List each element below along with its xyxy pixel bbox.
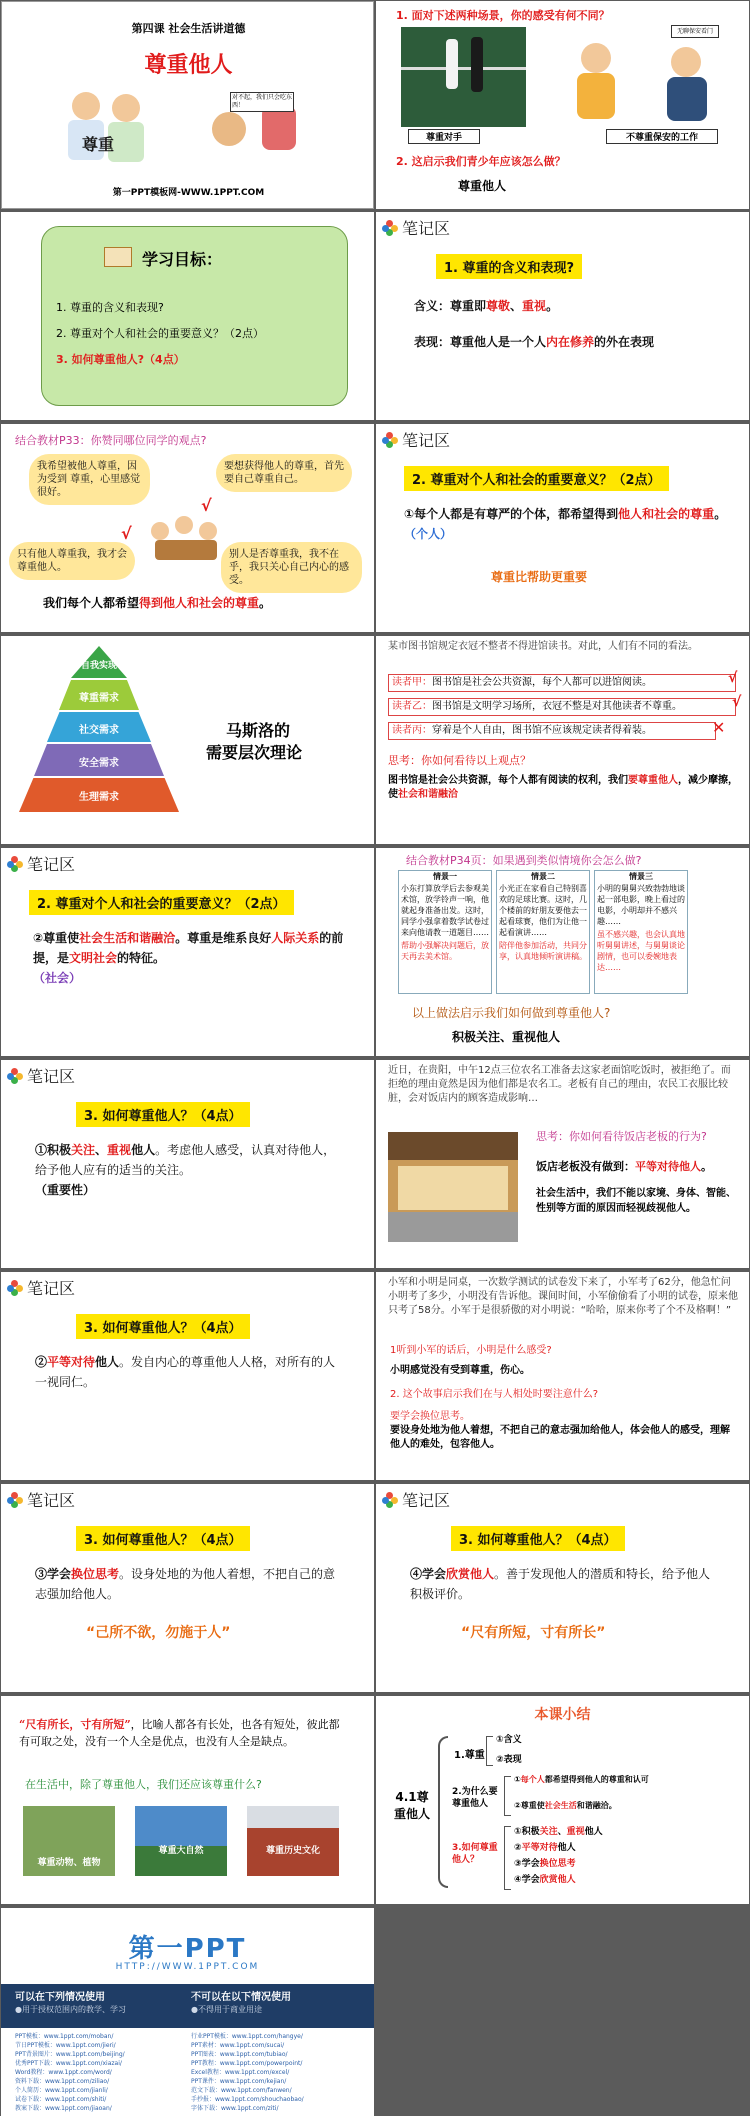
slide-notes-how-2 bbox=[1, 1272, 374, 1480]
footer-text: 第一PPT模板网-WWW.1PPT.COM bbox=[112, 188, 265, 198]
opinion-bubble-4: 别人是否尊重我，我不在乎，我只关心自己内心的感受。 bbox=[221, 542, 362, 593]
students-illustration bbox=[151, 512, 221, 562]
meaning-line: 含义：尊重即尊敬、重视。 bbox=[414, 299, 559, 313]
flower-icon bbox=[7, 1492, 23, 1508]
link[interactable]: 个人简历：www.1ppt.com/jianli/ bbox=[15, 2087, 108, 2094]
opinion-bubble-3: 只有他人尊重我，我才会尊重他人。 bbox=[9, 542, 135, 580]
restaurant-photo bbox=[388, 1132, 518, 1242]
restaurant-think: 思考：你如何看待饭店老板的行为? bbox=[536, 1130, 707, 1143]
brand-url: HTTP://WWW.1PPT.COM bbox=[115, 1962, 260, 1972]
slide-respect-more bbox=[1, 1696, 374, 1904]
flower-icon bbox=[382, 1492, 398, 1508]
security-cartoon bbox=[571, 25, 726, 125]
reader-a: 读者甲：图书馆是社会公共资源，每个人都可以进馆阅读。 bbox=[388, 674, 736, 692]
empathy-quote: “己所不欲，勿施于人” bbox=[86, 1625, 231, 1641]
image-label-2: 不尊重保安的工作 bbox=[606, 129, 718, 144]
appreciation-quote: “尺有所短，寸有所长” bbox=[461, 1625, 606, 1641]
link[interactable]: Excel教程：www.1ppt.com/excel/ bbox=[191, 2069, 290, 2076]
slide-copyright bbox=[1, 1908, 374, 2116]
notes-header: 笔记区 bbox=[7, 1488, 75, 1511]
badminton-photo bbox=[401, 27, 526, 127]
how-empathy: ③学会换位思考。设身处地的为他人着想，不把自己的意志强加给他人。 bbox=[35, 1567, 336, 1601]
photo-history: 尊重历史文化 bbox=[247, 1806, 339, 1876]
significance-social: ②尊重使社会生活和谐融洽。尊重是维系良好人际关系的前提，是文明社会的特征。 （社会） bbox=[33, 931, 344, 985]
slide-title bbox=[1, 1, 374, 209]
library-answer: 图书馆是社会公共资源，每个人都有阅读的权利，我们要尊重他人，减少摩擦，使社会和谐融洽 bbox=[388, 775, 738, 800]
brace-2 bbox=[504, 1776, 511, 1816]
help-slogan: 尊重比帮助更重要 bbox=[491, 570, 588, 584]
check-mark-1: √ bbox=[121, 524, 132, 543]
slide-notes-meaning bbox=[376, 212, 749, 420]
summary-branch-3: 3.如何尊重他人？ bbox=[452, 1843, 498, 1865]
book-icon bbox=[104, 247, 132, 267]
link[interactable]: 行业PPT模板：www.1ppt.com/hangye/ bbox=[191, 2033, 303, 2040]
check-mark: √ bbox=[728, 670, 738, 686]
proverb-text: “尺有所长，寸有所短”，比喻人都各有长处，也各有短处，彼此都有可取之处，没有一个人全是优点，也没有人全是缺点。 bbox=[19, 1718, 340, 1748]
restaurant-principle: 社会生活中，我们不能以家境、身体、智能、性别等方面的原因而轻视歧视他人。 bbox=[536, 1188, 736, 1214]
goal-1: 1. 尊重的含义和表现? bbox=[56, 301, 164, 314]
lesson-label: 第四课 社会生活讲道德 bbox=[131, 22, 246, 35]
notes-topic-box: 2. 尊重对个人和社会的重要意义？（2点） bbox=[29, 890, 294, 915]
link[interactable]: 字体下载：www.1ppt.com/ziti/ bbox=[191, 2105, 279, 2112]
opinion-answer: 我们每个人都希望得到他人和社会的尊重。 bbox=[43, 596, 272, 610]
notes-header: 笔记区 bbox=[382, 428, 450, 451]
library-think: 思考：你如何看待以上观点？ bbox=[388, 754, 531, 767]
level-safety: 安全需求 bbox=[79, 758, 119, 769]
scenario-question: 结合教材P34页：如果遇到类似情境你会怎么做? bbox=[406, 854, 642, 867]
brand-logo: 第一PPT bbox=[128, 1934, 247, 1964]
goal-2: 2. 尊重对个人和社会的重要意义？（2点） bbox=[56, 327, 264, 340]
respect-question: 在生活中，除了尊重他人，我们还应该尊重什么? bbox=[25, 1778, 262, 1791]
manifest-line: 表现：尊重他人是一个人内在修养的外在表现 bbox=[414, 335, 655, 349]
link[interactable]: 试卷下载：www.1ppt.com/shiti/ bbox=[15, 2096, 107, 2103]
cartoon-illustration bbox=[202, 92, 312, 162]
link[interactable]: PPT课件：www.1ppt.com/kejian/ bbox=[191, 2078, 287, 2085]
notes-header: 笔记区 bbox=[382, 216, 450, 239]
sign-text: 对不起，我们只会吃东西！ bbox=[230, 92, 294, 112]
question-1: 1. 面对下述两种场景，你的感受有何不同？ bbox=[396, 9, 610, 22]
brace-3 bbox=[504, 1826, 511, 1890]
opinion-bubble-1: 我希望被他人尊重，因为受到 尊重，心里感觉很好。 bbox=[29, 454, 150, 505]
summary-brace bbox=[438, 1736, 448, 1888]
exam-question-2: 2. 这个故事启示我们在与人相处时要注意什么? bbox=[390, 1389, 599, 1400]
children-illustration bbox=[62, 92, 157, 172]
slide-notes-significance-2 bbox=[1, 848, 374, 1056]
slide-library bbox=[376, 636, 749, 844]
notes-header: 笔记区 bbox=[7, 1276, 75, 1299]
link[interactable]: 资料下载：www.1ppt.com/ziliao/ bbox=[15, 2078, 110, 2085]
maslow-title-1: 马斯洛的 bbox=[226, 721, 291, 740]
scenario-ask: 以上做法启示我们如何做到尊重他人? bbox=[412, 1006, 611, 1020]
scenario-card-3: 情景三 小明的舅舅兴致勃勃地谈起一部电影，晚上看过的电影，小明却并不感兴趣…… 虽不感兴趣，也会认真地听舅舅讲述，与舅舅谈论剧情，也可以委婉地表达…… bbox=[594, 870, 688, 994]
slide-maslow bbox=[1, 636, 374, 844]
link[interactable]: Word教程：www.1ppt.com/word/ bbox=[15, 2069, 112, 2076]
slide-notes-how-4 bbox=[376, 1484, 749, 1692]
usage-banner: 可以在下列情况使用 ●用于授权范围内的教学、学习 不可以在以下情况使用 ●不得用于商业用途 bbox=[1, 1984, 374, 2028]
notes-topic-box: 3. 如何尊重他人？（4点） bbox=[76, 1102, 250, 1127]
link[interactable]: 节日PPT模板：www.1ppt.com/jieri/ bbox=[15, 2042, 116, 2049]
link[interactable]: PPT素材：www.1ppt.com/sucai/ bbox=[191, 2042, 285, 2049]
summary-branch-1: 1.尊重 bbox=[454, 1750, 485, 1761]
cartoon-sign: 无聊保安看门 bbox=[671, 25, 719, 38]
notes-topic-box: 1. 尊重的含义和表现? bbox=[436, 254, 582, 279]
opinion-question: 结合教材P33：你赞同哪位同学的观点? bbox=[15, 434, 207, 447]
maslow-pyramid bbox=[19, 646, 179, 838]
slide-summary: 本课小结 4.1尊重他人 1.尊重 ①含义 ②表现 2.为什么要尊重他人 ①每个人都希望得到他人的尊重和认可 ②尊重使社会生活和谐融洽。 3.如何尊重他人？ ①积极关注、重视他人 ②平等对待他人 ③学会换位思考 ④学会欣赏他人 bbox=[376, 1696, 749, 1904]
image-label-1: 尊重对手 bbox=[408, 129, 480, 144]
link[interactable]: 范文下载：www.1ppt.com/fanwen/ bbox=[191, 2087, 292, 2094]
slide-opinions bbox=[1, 424, 374, 632]
slide-notes-significance-1 bbox=[376, 424, 749, 632]
slide-scenarios bbox=[376, 848, 749, 1056]
level-esteem: 尊重需求 bbox=[79, 693, 119, 704]
goals-panel bbox=[41, 226, 348, 406]
exam-story: 小军和小明是同桌，一次数学测试的试卷发下来了，小军考了62分，他急忙问小明考了多少，小明没有告诉他。课间时间，小军偷偷看了小明的试卷，原来他只考了58分。小军于是很骄傲的对小明说：“哈哈，原来你考了个不及格啊！” bbox=[388, 1277, 738, 1316]
flower-icon bbox=[7, 856, 23, 872]
scenario-answer: 积极关注、重视他人 bbox=[452, 1030, 561, 1044]
page-title: 尊重他人 bbox=[144, 53, 233, 78]
notes-header: 笔记区 bbox=[7, 1064, 75, 1087]
links-col-1 bbox=[15, 2032, 185, 2113]
maslow-title-2: 需要层次理论 bbox=[206, 743, 303, 762]
library-intro: 某市图书馆规定衣冠不整者不得进馆读书。对此，人们有不同的看法。 bbox=[388, 641, 698, 652]
links-col-2 bbox=[191, 2032, 366, 2113]
flower-icon bbox=[382, 220, 398, 236]
exam-answer-2a: 要学会换位思考。 bbox=[390, 1411, 470, 1422]
check-mark: √ bbox=[732, 694, 742, 710]
slide-notes-how-1 bbox=[1, 1060, 374, 1268]
exam-answer-1: 小明感觉没有受到尊重，伤心。 bbox=[390, 1365, 530, 1376]
scenario-card-1: 情景一 小东打算放学后去参观美术馆，放学铃声一响，他就起身准备出发。这时，同学小强拿着数学试卷过来向他请教一道题目…… 帮助小强解决问题后，放天再去美术馆。 bbox=[398, 870, 492, 994]
link[interactable]: 优秀PPT下载：www.1ppt.com/xiazai/ bbox=[15, 2060, 122, 2067]
level-physiological: 生理需求 bbox=[79, 792, 119, 803]
notes-topic-box: 3. 如何尊重他人？（4点） bbox=[76, 1526, 250, 1551]
brace-1 bbox=[486, 1736, 493, 1766]
scenario-card-2: 情景二 小光正在家看自己特别喜欢的足球比赛。这时，几个楼前的好朋友要他去一起看球赛，他们为让他一起看演讲…… 陪伴他参加活动，共同分享，认真地倾听演讲稿。 bbox=[496, 870, 590, 994]
reader-c: 读者丙：穿着是个人自由，图书馆不应该规定读者得着装。 bbox=[388, 722, 716, 740]
notes-topic-box: 2. 尊重对个人和社会的重要意义？（2点） bbox=[404, 466, 669, 491]
opinion-bubble-2: 要想获得他人的尊重，首先要自己尊重自己。 bbox=[216, 454, 352, 492]
summary-branch-2: 2.为什么要尊重他人 bbox=[452, 1787, 498, 1809]
summary-title: 本课小结 bbox=[534, 1707, 591, 1723]
illustration-caption: 尊重 bbox=[82, 135, 115, 154]
photo-nature: 尊重大自然 bbox=[135, 1806, 227, 1876]
reader-b: 读者乙：图书馆是文明学习场所，衣冠不整是对其他读者不尊重。 bbox=[388, 698, 736, 716]
notes-header: 笔记区 bbox=[382, 1488, 450, 1511]
goals-heading: 学习目标： bbox=[142, 250, 223, 269]
slide-scenes bbox=[376, 1, 749, 209]
exam-question-1: 1听到小军的话后，小明是什么感受? bbox=[390, 1345, 552, 1356]
link[interactable]: PPT模板：www.1ppt.com/moban/ bbox=[15, 2033, 114, 2040]
summary-root: 4.1尊重他人 bbox=[393, 1790, 430, 1821]
link[interactable]: PPT教程：www.1ppt.com/powerpoint/ bbox=[191, 2060, 303, 2067]
level-self-actualization: 自我实现 bbox=[80, 661, 117, 671]
check-mark-2: √ bbox=[201, 496, 212, 515]
slide-goals bbox=[1, 212, 374, 420]
how-attention: ①积极关注、重视他人。考虑他人感受，认真对待他人，给予他人应有的适当的关注。 （重要性） bbox=[35, 1143, 336, 1197]
link[interactable]: PPT图表：www.1ppt.com/tubiao/ bbox=[191, 2051, 288, 2058]
notes-topic-box: 3. 如何尊重他人？（4点） bbox=[76, 1314, 250, 1339]
slide-notes-how-3 bbox=[1, 1484, 374, 1692]
slide-exam-story bbox=[376, 1272, 749, 1480]
answer-2: 尊重他人 bbox=[458, 179, 507, 193]
restaurant-answer: 饭店老板没有做到：平等对待他人。 bbox=[536, 1160, 712, 1173]
level-social: 社交需求 bbox=[79, 725, 119, 736]
photo-animals-plants: 尊重动物、植物 bbox=[23, 1806, 115, 1876]
question-2: 2. 这启示我们青少年应该怎么做？ bbox=[396, 155, 566, 168]
link[interactable]: 手抄报：www.1ppt.com/shouchaobao/ bbox=[191, 2096, 304, 2103]
notes-topic-box: 3. 如何尊重他人？（4点） bbox=[451, 1526, 625, 1551]
how-equality: ②平等对待他人。发自内心的尊重他人人格，对所有的人一视同仁。 bbox=[35, 1355, 336, 1389]
flower-icon bbox=[7, 1068, 23, 1084]
slide-restaurant bbox=[376, 1060, 749, 1268]
link[interactable]: PPT背景图片：www.1ppt.com/beijing/ bbox=[15, 2051, 125, 2058]
significance-personal: ①每个人都是有尊严的个体，都希望得到他人和社会的尊重。（个人） bbox=[404, 507, 727, 541]
flower-icon bbox=[7, 1280, 23, 1296]
goal-3: 3. 如何尊重他人?（4点） bbox=[56, 353, 185, 366]
notes-header: 笔记区 bbox=[7, 852, 75, 875]
how-appreciation: ④学会欣赏他人。善于发现他人的潜质和特长，给予他人积极评价。 bbox=[410, 1567, 711, 1601]
cross-mark: ✕ bbox=[712, 718, 726, 737]
restaurant-story: 近日，在贵阳，中午12点三位农名工准备去这家老面馆吃饭时，被拒绝了。而拒绝的理由竟然是因为他们都是农名工。老板有自己的理由，农民工衣服比较脏，会对饭店内的顾客造成影响… bbox=[388, 1065, 731, 1104]
flower-icon bbox=[382, 432, 398, 448]
exam-answer-2b: 要设身处地为他人着想，不把自己的意志强加给他人，体会他人的感受，理解他人的难处，包容他人。 bbox=[390, 1425, 730, 1450]
link[interactable]: 教案下载：www.1ppt.com/jiaoan/ bbox=[15, 2105, 112, 2112]
